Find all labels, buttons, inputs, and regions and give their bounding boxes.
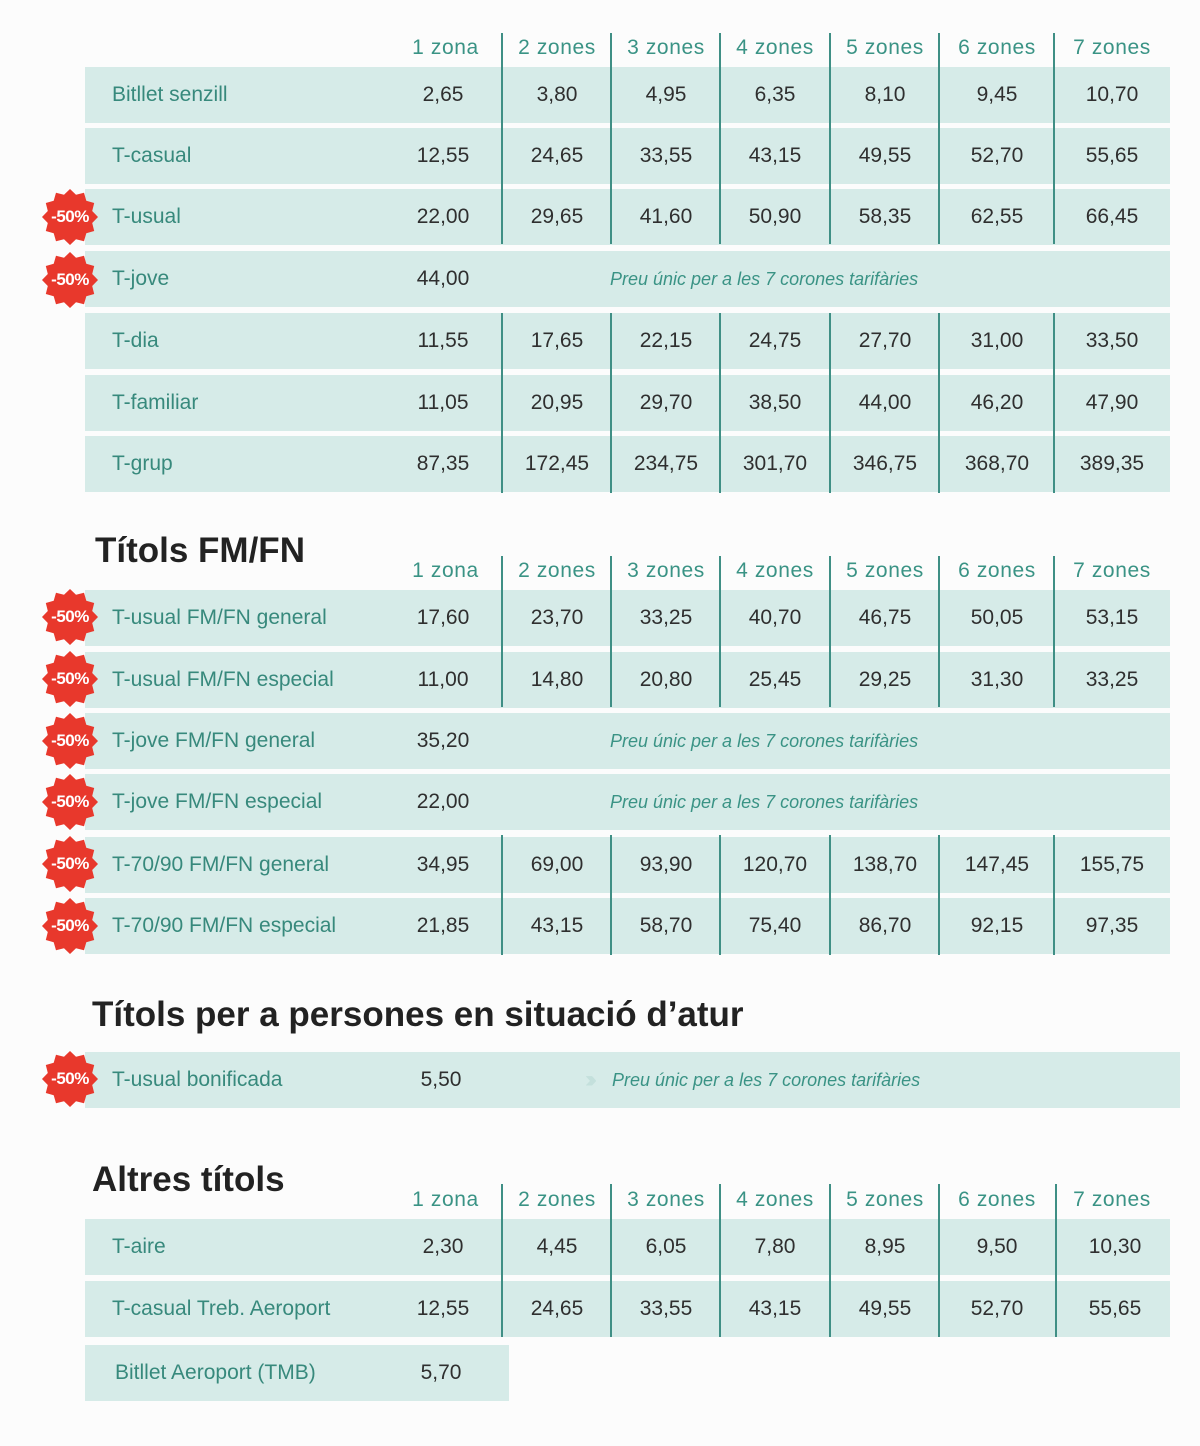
price-zone-3: 58,70 bbox=[639, 914, 693, 937]
price-zone-5: 86,70 bbox=[858, 914, 912, 937]
discount-badge bbox=[41, 835, 99, 893]
price-zone-1: 11,55 bbox=[417, 329, 469, 352]
fare-row-t-dia bbox=[85, 313, 1170, 369]
fare-name: T-aire bbox=[112, 1235, 166, 1258]
zone-header-2: 2 zones bbox=[518, 1188, 596, 1211]
fare-row-t-casual-treb-aeroport bbox=[85, 1281, 1170, 1337]
price-zone-6: 31,00 bbox=[970, 329, 1024, 352]
price-zone-7: 66,45 bbox=[1085, 205, 1139, 228]
price-single: 44,00 bbox=[416, 267, 470, 290]
price-zone-3: 93,90 bbox=[639, 853, 693, 876]
column-divider bbox=[501, 1184, 503, 1337]
price-zone-5: 27,70 bbox=[858, 329, 912, 352]
column-divider bbox=[719, 835, 721, 955]
price-zone-2: 172,45 bbox=[524, 452, 590, 475]
price-zone-1: 17,60 bbox=[416, 606, 470, 629]
column-divider bbox=[938, 313, 940, 493]
fare-row-t-jove-fmfn-especial bbox=[85, 774, 1170, 830]
discount-badge-text: -50% bbox=[51, 916, 89, 935]
column-divider bbox=[829, 313, 831, 493]
price-zone-1: 22,00 bbox=[416, 205, 470, 228]
price-zone-5: 49,55 bbox=[858, 1297, 912, 1320]
price-zone-3: 33,55 bbox=[639, 1297, 693, 1320]
price-zone-3: 41,60 bbox=[639, 205, 693, 228]
zone-header-2: 2 zones bbox=[518, 559, 596, 582]
column-divider bbox=[938, 556, 940, 707]
fare-row-t-usual bbox=[85, 189, 1170, 245]
price-zone-5: 8,10 bbox=[864, 83, 906, 106]
price-zone-5: 138,70 bbox=[852, 853, 918, 876]
price-zone-1: 34,95 bbox=[416, 853, 470, 876]
price-zone-3: 20,80 bbox=[639, 668, 693, 691]
section-title-fmfn: Títols FM/FN bbox=[95, 531, 305, 570]
single-price-note: Preu únic per a les 7 corones tarifàries bbox=[610, 731, 919, 751]
discount-badge bbox=[41, 897, 99, 955]
single-price-note: Preu únic per a les 7 corones tarifàries bbox=[610, 269, 919, 289]
price-zone-7: 389,35 bbox=[1079, 452, 1145, 475]
price-zone-1: 12,55 bbox=[416, 144, 470, 167]
price-zone-2: 3,80 bbox=[536, 83, 578, 106]
fare-row-t-familiar bbox=[85, 375, 1170, 431]
column-divider bbox=[610, 556, 612, 707]
zone-header-6: 6 zones bbox=[958, 559, 1036, 582]
fare-row-t-jove bbox=[85, 251, 1170, 307]
fare-name: T-casual Treb. Aeroport bbox=[112, 1297, 331, 1320]
column-divider bbox=[501, 835, 503, 955]
price-zone-4: 6,35 bbox=[754, 83, 796, 106]
discount-badge bbox=[41, 650, 99, 708]
price-zone-7: 53,15 bbox=[1085, 606, 1139, 629]
column-divider bbox=[829, 33, 831, 244]
price-zone-7: 55,65 bbox=[1085, 144, 1139, 167]
single-price-note: Preu únic per a les 7 corones tarifàries bbox=[612, 1070, 921, 1090]
fare-name: T-jove FM/FN especial bbox=[112, 790, 323, 813]
price-zone-4: 25,45 bbox=[748, 668, 802, 691]
fare-name: T-usual FM/FN especial bbox=[112, 668, 334, 691]
discount-badge-text: -50% bbox=[51, 1069, 89, 1088]
price-zone-3: 33,25 bbox=[639, 606, 693, 629]
zone-header-7: 7 zones bbox=[1073, 1188, 1151, 1211]
discount-badge-text: -50% bbox=[51, 270, 89, 289]
price-zone-4: 43,15 bbox=[748, 1297, 802, 1320]
zone-header-3: 3 zones bbox=[627, 559, 705, 582]
zone-header-5: 5 zones bbox=[846, 36, 924, 59]
discount-badge bbox=[41, 712, 99, 770]
column-divider bbox=[610, 313, 612, 493]
price-zone-2: 24,65 bbox=[530, 144, 584, 167]
zone-header-3: 3 zones bbox=[627, 1188, 705, 1211]
price-zone-7: 55,65 bbox=[1088, 1297, 1142, 1320]
price-zone-4: 24,75 bbox=[748, 329, 802, 352]
price-zone-7: 10,30 bbox=[1088, 1235, 1142, 1258]
price-zone-6: 62,55 bbox=[970, 205, 1024, 228]
discount-badge-text: -50% bbox=[51, 854, 89, 873]
fare-row-t-7090-fmfn-general bbox=[85, 837, 1170, 893]
fare-name: T-jove bbox=[112, 267, 170, 290]
price-zone-5: 8,95 bbox=[864, 1235, 906, 1258]
price-zone-3: 33,55 bbox=[639, 144, 693, 167]
fare-name: T-usual FM/FN general bbox=[112, 606, 327, 629]
column-divider bbox=[610, 1184, 612, 1337]
price-zone-5: 58,35 bbox=[858, 205, 912, 228]
price-zone-5: 49,55 bbox=[858, 144, 912, 167]
zone-header-2: 2 zones bbox=[518, 36, 596, 59]
section-title-altres: Altres títols bbox=[92, 1160, 285, 1199]
price-zone-2: 23,70 bbox=[530, 606, 584, 629]
column-divider bbox=[610, 835, 612, 955]
price-zone-6: 368,70 bbox=[964, 452, 1030, 475]
price-zone-2: 24,65 bbox=[530, 1297, 584, 1320]
discount-badge-text: -50% bbox=[51, 669, 89, 688]
fare-name: T-usual bonificada bbox=[112, 1068, 283, 1091]
price-zone-7: 155,75 bbox=[1079, 853, 1145, 876]
price-zone-5: 29,25 bbox=[858, 668, 912, 691]
price-zone-5: 46,75 bbox=[858, 606, 912, 629]
price-single: 5,70 bbox=[420, 1361, 462, 1384]
price-zone-3: 29,70 bbox=[639, 391, 693, 414]
column-divider bbox=[1053, 313, 1055, 493]
fare-name: Bitllet senzill bbox=[112, 83, 228, 106]
price-zone-6: 92,15 bbox=[970, 914, 1024, 937]
price-zone-4: 120,70 bbox=[742, 853, 808, 876]
column-divider bbox=[719, 313, 721, 493]
price-zone-2: 69,00 bbox=[530, 853, 584, 876]
fare-row-t-casual bbox=[85, 128, 1170, 184]
price-zone-7: 97,35 bbox=[1085, 914, 1139, 937]
fare-row-t-7090-fmfn-especial bbox=[85, 898, 1170, 954]
zone-header bbox=[0, 551, 1200, 587]
price-zone-4: 301,70 bbox=[742, 452, 808, 475]
column-divider bbox=[938, 33, 940, 244]
price-zone-7: 10,70 bbox=[1085, 83, 1139, 106]
fare-row-t-aire bbox=[85, 1219, 1170, 1275]
price-zone-6: 31,30 bbox=[970, 668, 1024, 691]
column-divider bbox=[938, 1184, 940, 1337]
price-zone-7: 47,90 bbox=[1085, 391, 1139, 414]
discount-badge bbox=[41, 588, 99, 646]
zone-header-5: 5 zones bbox=[846, 1188, 924, 1211]
fare-name: T-grup bbox=[112, 452, 173, 475]
fare-name: Bitllet Aeroport (TMB) bbox=[115, 1361, 316, 1384]
fare-name: T-casual bbox=[112, 144, 192, 167]
price-zone-1: 11,05 bbox=[417, 391, 469, 414]
price-zone-1: 2,30 bbox=[422, 1235, 464, 1258]
zone-header-6: 6 zones bbox=[958, 1188, 1036, 1211]
zone-header-3: 3 zones bbox=[627, 36, 705, 59]
fare-name: T-dia bbox=[112, 329, 159, 352]
price-zone-2: 20,95 bbox=[530, 391, 584, 414]
price-zone-1: 11,00 bbox=[417, 668, 469, 691]
fare-row-bitllet-senzill bbox=[85, 67, 1170, 123]
discount-badge-text: -50% bbox=[51, 731, 89, 750]
fare-row-bitllet-aeroport-tmb bbox=[85, 1345, 509, 1401]
fare-name: T-usual bbox=[112, 205, 181, 228]
column-divider bbox=[719, 33, 721, 244]
fare-name: T-70/90 FM/FN general bbox=[112, 853, 330, 876]
zone-header-7: 7 zones bbox=[1073, 559, 1151, 582]
zone-header bbox=[0, 1180, 1200, 1216]
price-single: 22,00 bbox=[416, 790, 470, 813]
column-divider bbox=[501, 33, 503, 244]
price-zone-6: 52,70 bbox=[970, 144, 1024, 167]
price-single: 35,20 bbox=[416, 729, 470, 752]
column-divider bbox=[1055, 1184, 1057, 1337]
column-divider bbox=[829, 556, 831, 707]
column-divider bbox=[610, 33, 612, 244]
zone-header-4: 4 zones bbox=[736, 1188, 814, 1211]
price-zone-6: 147,45 bbox=[964, 853, 1030, 876]
price-zone-5: 44,00 bbox=[858, 391, 912, 414]
zone-header-1: 1 zona bbox=[412, 559, 479, 582]
zone-header-5: 5 zones bbox=[846, 559, 924, 582]
zone-header-7: 7 zones bbox=[1073, 36, 1151, 59]
price-zone-4: 43,15 bbox=[748, 144, 802, 167]
zone-header-1: 1 zona bbox=[412, 36, 479, 59]
zone-header-4: 4 zones bbox=[736, 559, 814, 582]
column-divider bbox=[501, 556, 503, 707]
price-zone-2: 17,65 bbox=[530, 329, 584, 352]
price-zone-4: 50,90 bbox=[748, 205, 802, 228]
price-single: 5,50 bbox=[420, 1068, 462, 1091]
discount-badge bbox=[41, 251, 99, 309]
zone-header bbox=[0, 28, 1200, 64]
column-divider bbox=[1053, 835, 1055, 955]
price-zone-3: 234,75 bbox=[633, 452, 699, 475]
price-zone-6: 9,45 bbox=[976, 83, 1018, 106]
section-title-atur: Títols per a persones en situació d’atur bbox=[92, 995, 744, 1034]
fare-name: T-70/90 FM/FN especial bbox=[112, 914, 337, 937]
price-zone-1: 87,35 bbox=[416, 452, 470, 475]
chevrons-icon: ››› bbox=[585, 1066, 591, 1093]
price-zone-1: 21,85 bbox=[416, 914, 470, 937]
price-zone-2: 29,65 bbox=[530, 205, 584, 228]
price-zone-4: 7,80 bbox=[754, 1235, 796, 1258]
fare-name: T-jove FM/FN general bbox=[112, 729, 316, 752]
price-zone-7: 33,50 bbox=[1085, 329, 1139, 352]
discount-badge-text: -50% bbox=[51, 607, 89, 626]
price-zone-4: 75,40 bbox=[748, 914, 802, 937]
price-zone-1: 2,65 bbox=[422, 83, 464, 106]
single-price-note: Preu únic per a les 7 corones tarifàries bbox=[610, 792, 919, 812]
column-divider bbox=[938, 835, 940, 955]
fare-row-t-grup bbox=[85, 436, 1170, 492]
column-divider bbox=[719, 556, 721, 707]
discount-badge bbox=[41, 188, 99, 246]
price-zone-7: 33,25 bbox=[1085, 668, 1139, 691]
column-divider bbox=[501, 313, 503, 493]
fare-row-t-usual-fmfn-especial bbox=[85, 652, 1170, 708]
price-zone-1: 12,55 bbox=[416, 1297, 470, 1320]
discount-badge bbox=[41, 1050, 99, 1108]
discount-badge bbox=[41, 773, 99, 831]
price-zone-6: 52,70 bbox=[970, 1297, 1024, 1320]
discount-badge-text: -50% bbox=[51, 792, 89, 811]
fare-row-t-jove-fmfn-general bbox=[85, 713, 1170, 769]
fare-name: T-familiar bbox=[112, 391, 199, 414]
price-zone-3: 6,05 bbox=[645, 1235, 687, 1258]
price-zone-2: 14,80 bbox=[530, 668, 584, 691]
column-divider bbox=[1053, 556, 1055, 707]
column-divider bbox=[829, 1184, 831, 1337]
price-zone-6: 50,05 bbox=[970, 606, 1024, 629]
zone-header-1: 1 zona bbox=[412, 1188, 479, 1211]
price-zone-2: 4,45 bbox=[536, 1235, 578, 1258]
column-divider bbox=[829, 835, 831, 955]
price-zone-6: 46,20 bbox=[970, 391, 1024, 414]
price-zone-3: 22,15 bbox=[639, 329, 693, 352]
price-zone-5: 346,75 bbox=[852, 452, 918, 475]
discount-badge-text: -50% bbox=[51, 207, 89, 226]
price-zone-4: 38,50 bbox=[748, 391, 802, 414]
price-zone-6: 9,50 bbox=[976, 1235, 1018, 1258]
price-zone-2: 43,15 bbox=[530, 914, 584, 937]
zone-header-4: 4 zones bbox=[736, 36, 814, 59]
price-zone-4: 40,70 bbox=[748, 606, 802, 629]
zone-header-6: 6 zones bbox=[958, 36, 1036, 59]
price-zone-3: 4,95 bbox=[645, 83, 687, 106]
fare-row-t-usual-fmfn-general bbox=[85, 590, 1170, 646]
column-divider bbox=[719, 1184, 721, 1337]
fare-row-t-usual-bonificada bbox=[85, 1052, 1180, 1108]
column-divider bbox=[1053, 33, 1055, 244]
